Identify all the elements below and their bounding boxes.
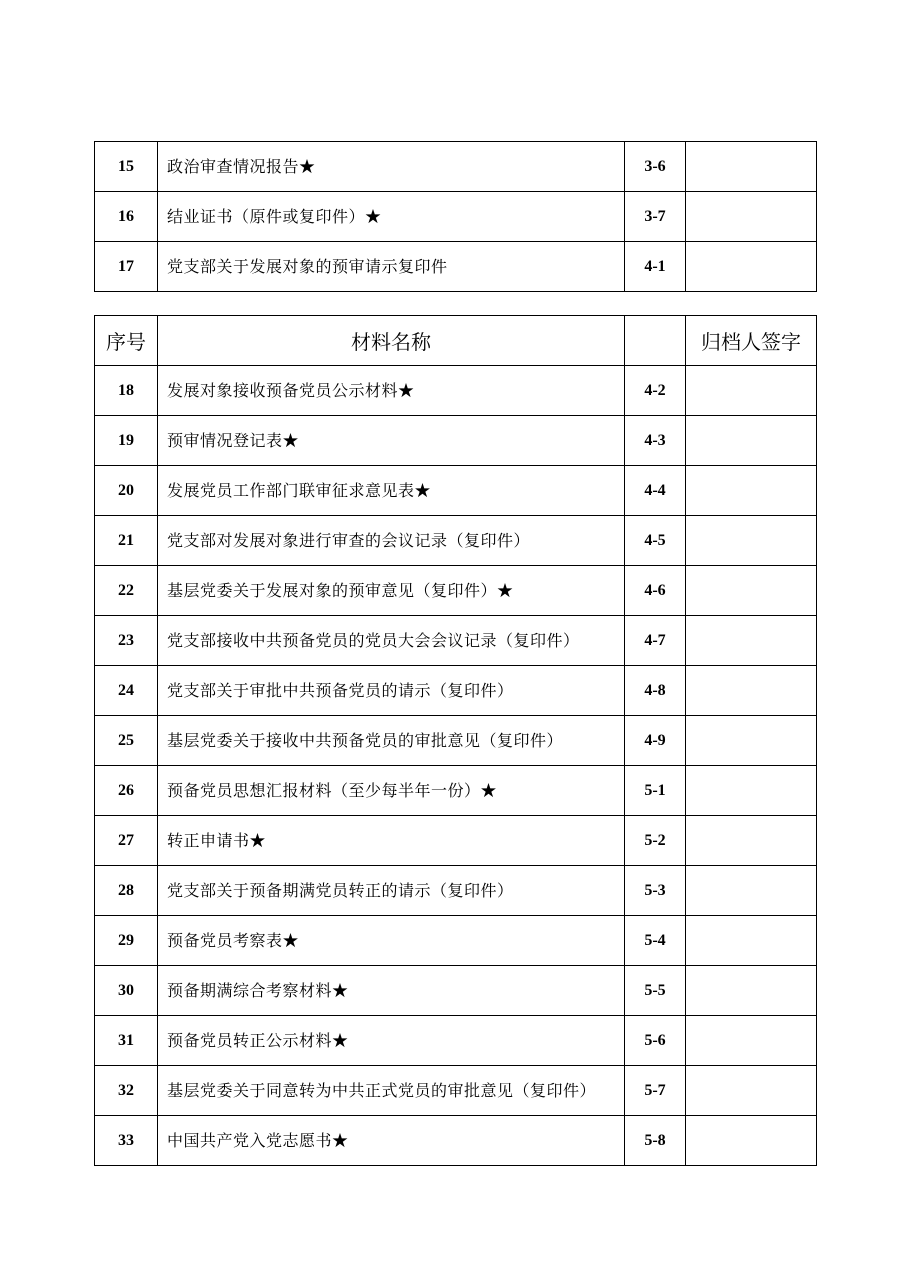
table-row: [95, 616, 817, 666]
row-seq: 32: [95, 1066, 158, 1116]
archive-list-table-continued: [94, 141, 817, 292]
row-signature-cell: [686, 866, 817, 916]
row-material-name: 党支部关于审批中共预备党员的请示（复印件）: [158, 666, 625, 716]
row-signature-cell: [686, 242, 817, 292]
row-code: 5-2: [625, 816, 686, 866]
table-row: [95, 1116, 817, 1166]
row-code: 4-8: [625, 666, 686, 716]
row-material-name: 发展对象接收预备党员公示材料★: [158, 366, 625, 416]
row-material-name: 基层党委关于发展对象的预审意见（复印件）★: [158, 566, 625, 616]
row-code: 4-9: [625, 716, 686, 766]
row-seq: 33: [95, 1116, 158, 1166]
table-row: [95, 866, 817, 916]
row-code: 5-8: [625, 1116, 686, 1166]
row-material-name: 党支部接收中共预备党员的党员大会会议记录（复印件）: [158, 616, 625, 666]
table-row: [95, 916, 817, 966]
row-code: 4-7: [625, 616, 686, 666]
row-signature-cell: [686, 1066, 817, 1116]
row-material-name: 政治审查情况报告★: [158, 142, 625, 192]
row-material-name: 预备党员考察表★: [158, 916, 625, 966]
row-material-name: 预备党员思想汇报材料（至少每半年一份）★: [158, 766, 625, 816]
header-code: [625, 316, 686, 366]
row-seq: 28: [95, 866, 158, 916]
row-material-name: 党支部关于预备期满党员转正的请示（复印件）: [158, 866, 625, 916]
header-material-name: 材料名称: [158, 316, 625, 366]
row-code: 4-2: [625, 366, 686, 416]
row-code: 3-6: [625, 142, 686, 192]
row-seq: 18: [95, 366, 158, 416]
row-seq: 15: [95, 142, 158, 192]
row-seq: 22: [95, 566, 158, 616]
row-seq: 25: [95, 716, 158, 766]
row-seq: 23: [95, 616, 158, 666]
row-seq: 24: [95, 666, 158, 716]
row-code: 5-6: [625, 1016, 686, 1066]
row-seq: 29: [95, 916, 158, 966]
row-material-name: 结业证书（原件或复印件）★: [158, 192, 625, 242]
table-row: [95, 716, 817, 766]
archive-list-table: [94, 315, 817, 1166]
row-seq: 26: [95, 766, 158, 816]
row-signature-cell: [686, 816, 817, 866]
row-signature-cell: [686, 766, 817, 816]
row-code: 4-5: [625, 516, 686, 566]
row-material-name: 基层党委关于同意转为中共正式党员的审批意见（复印件）: [158, 1066, 625, 1116]
row-material-name: 发展党员工作部门联审征求意见表★: [158, 466, 625, 516]
table-row: [95, 1016, 817, 1066]
header-archivist-signature: 归档人签字: [686, 316, 817, 366]
row-signature-cell: [686, 1116, 817, 1166]
row-seq: 30: [95, 966, 158, 1016]
header-seq: 序号: [95, 316, 158, 366]
table-row: [95, 966, 817, 1016]
row-code: 5-1: [625, 766, 686, 816]
table-row: [95, 666, 817, 716]
row-signature-cell: [686, 916, 817, 966]
row-signature-cell: [686, 566, 817, 616]
row-signature-cell: [686, 192, 817, 242]
row-signature-cell: [686, 666, 817, 716]
row-material-name: 党支部对发展对象进行审查的会议记录（复印件）: [158, 516, 625, 566]
row-material-name: 预备期满综合考察材料★: [158, 966, 625, 1016]
row-signature-cell: [686, 516, 817, 566]
row-signature-cell: [686, 716, 817, 766]
row-seq: 21: [95, 516, 158, 566]
row-code: 4-6: [625, 566, 686, 616]
row-code: 4-3: [625, 416, 686, 466]
table-row: [95, 816, 817, 866]
table-row: [95, 192, 817, 242]
row-material-name: 预备党员转正公示材料★: [158, 1016, 625, 1066]
row-code: 3-7: [625, 192, 686, 242]
table-row: [95, 566, 817, 616]
table-row: [95, 766, 817, 816]
row-code: 4-4: [625, 466, 686, 516]
table-row: [95, 242, 817, 292]
table-row: [95, 142, 817, 192]
table-body: [95, 366, 817, 1166]
row-material-name: 党支部关于发展对象的预审请示复印件: [158, 242, 625, 292]
row-seq: 20: [95, 466, 158, 516]
row-signature-cell: [686, 1016, 817, 1066]
row-code: 5-4: [625, 916, 686, 966]
row-material-name: 预审情况登记表★: [158, 416, 625, 466]
row-signature-cell: [686, 416, 817, 466]
row-material-name: 中国共产党入党志愿书★: [158, 1116, 625, 1166]
row-signature-cell: [686, 616, 817, 666]
row-seq: 19: [95, 416, 158, 466]
table-row: [95, 516, 817, 566]
table-row: [95, 416, 817, 466]
row-signature-cell: [686, 966, 817, 1016]
table-row: [95, 466, 817, 516]
row-seq: 27: [95, 816, 158, 866]
row-material-name: 基层党委关于接收中共预备党员的审批意见（复印件）: [158, 716, 625, 766]
row-seq: 17: [95, 242, 158, 292]
row-material-name: 转正申请书★: [158, 816, 625, 866]
row-code: 4-1: [625, 242, 686, 292]
row-seq: 31: [95, 1016, 158, 1066]
row-signature-cell: [686, 466, 817, 516]
row-code: 5-7: [625, 1066, 686, 1116]
row-signature-cell: [686, 366, 817, 416]
row-code: 5-5: [625, 966, 686, 1016]
row-code: 5-3: [625, 866, 686, 916]
table-row: [95, 366, 817, 416]
row-seq: 16: [95, 192, 158, 242]
table-header-row: [95, 316, 817, 366]
row-signature-cell: [686, 142, 817, 192]
table-row: [95, 1066, 817, 1116]
